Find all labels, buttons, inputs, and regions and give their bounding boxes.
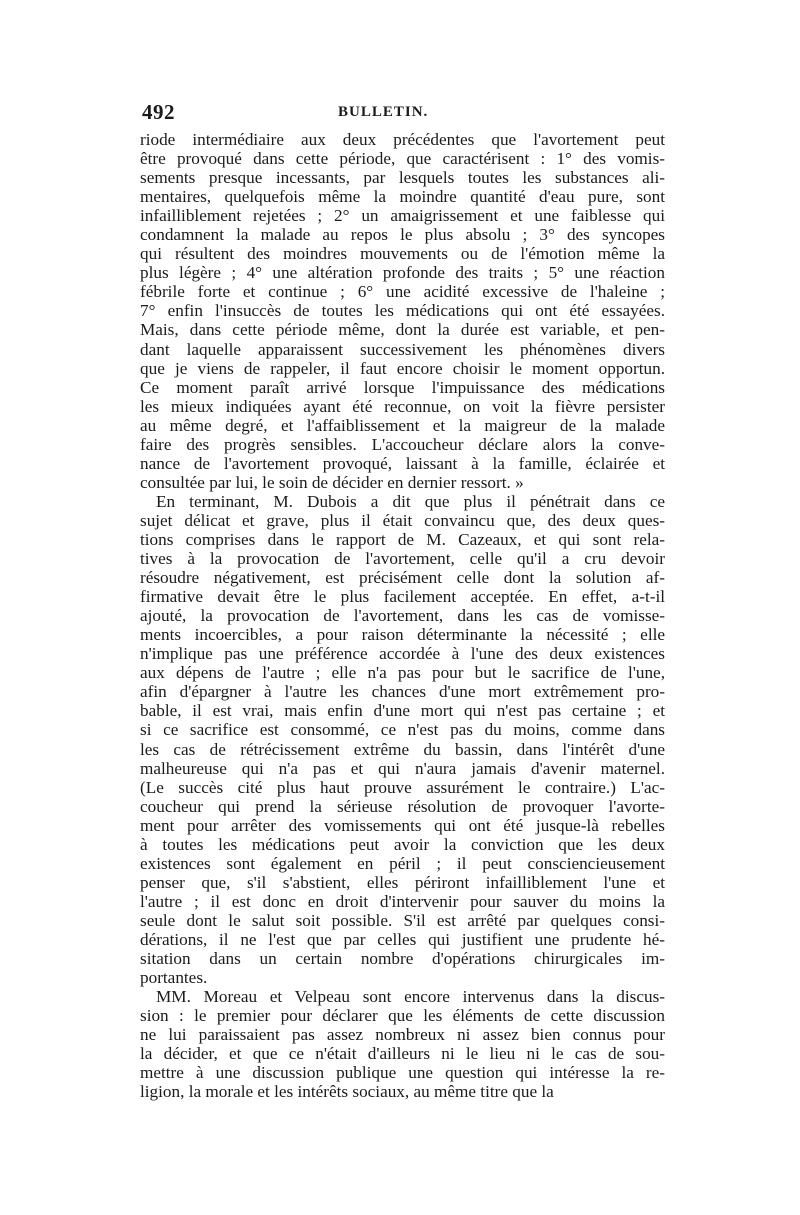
text-line: plus légère ; 4° une altération profonde des traits ; 5° une réaction	[140, 263, 665, 283]
text-line: à toutes les médications peut avoir la conviction que les deux	[140, 834, 665, 854]
text-line: tives à la provocation de l'avortement, celle qu'il a cru devoir	[140, 549, 665, 569]
text-line: seule dont le salut soit possible. S'il est arrêté par quelques consi-	[140, 910, 665, 930]
text-line: coucheur qui prend la sérieuse résolution de provoquer l'avorte-	[140, 796, 665, 816]
text-line: tions comprises dans le rapport de M. Cazeaux, et qui sont rela-	[140, 529, 665, 549]
text-line: être provoqué dans cette période, que caractérisent : 1° des vomis-	[140, 149, 665, 169]
text-line: nance de l'avortement provoqué, laissant à la famille, éclairée et	[140, 453, 665, 473]
text-line: dant laquelle apparaissent successivement les phénomènes divers	[140, 339, 665, 359]
text-line: sitation dans un certain nombre d'opérations chirurgicales im-	[140, 949, 665, 969]
text-line: aux dépens de l'autre ; elle n'a pas pour but le sacrifice de l'une,	[140, 663, 665, 683]
text-line: firmative devait être le plus facilement acceptée. En effet, a-t-il	[140, 587, 665, 607]
text-line: qui résultent des moindres mouvements ou de l'émotion même la	[140, 244, 665, 264]
paragraph	[140, 987, 665, 1101]
text-line: mettre à une discussion publique une question qui intéresse la re-	[140, 1063, 665, 1083]
paragraph	[140, 130, 665, 492]
text-line: penser que, s'il s'abstient, elles périront infailliblement l'une et	[140, 872, 665, 892]
text-line: condamnent la malade au repos le plus absolu ; 3° des syncopes	[140, 225, 665, 245]
text-line: dérations, il ne l'est que par celles qui justifient une prudente hé-	[140, 929, 665, 949]
text-line: mentaires, quelquefois même la moindre quantité d'eau pure, sont	[140, 187, 665, 207]
text-line: résoudre négativement, est précisément celle dont la solution af-	[140, 568, 665, 588]
text-line: ne lui paraissaient pas assez nombreux ni assez bien connus pour	[140, 1025, 665, 1045]
text-line: sujet délicat et grave, plus il était convaincu que, des deux ques-	[140, 510, 665, 530]
text-line: Ce moment paraît arrivé lorsque l'impuissance des médications	[140, 377, 665, 397]
text-line: bable, il est vrai, mais enfin d'une mort qui n'est pas certaine ; et	[140, 701, 665, 721]
text-line: la décider, et que ce n'était d'ailleurs ni le lieu ni le cas de sou-	[140, 1044, 665, 1064]
text-line: au même degré, et l'affaiblissement et la maigreur de la malade	[140, 415, 665, 435]
text-line: 7° enfin l'insuccès de toutes les médications qui ont été essayées.	[140, 301, 665, 321]
text-line: existences sont également en péril ; il peut consciencieusement	[140, 853, 665, 873]
text-line: riode intermédiaire aux deux précédentes que l'avortement peut	[140, 130, 665, 149]
text-line: Mais, dans cette période même, dont la durée est variable, et pen-	[140, 320, 665, 340]
page-header	[140, 100, 665, 126]
text-line: ments incoercibles, a pour raison déterminante la nécessité ; elle	[140, 625, 665, 645]
text-line: ligion, la morale et les intérêts sociaux, au même titre que la	[140, 1082, 554, 1102]
text-line: portantes.	[140, 968, 208, 988]
running-head: BULLETIN.	[338, 104, 429, 120]
text-line: malheureuse qui n'a pas et qui n'aura jamais d'avenir maternel.	[140, 758, 665, 778]
text-line: fébrile forte et continue ; 6° une acidité excessive de l'haleine ;	[140, 282, 665, 302]
text-line: afin d'épargner à l'autre les chances d'une mort extrêmement pro-	[140, 682, 665, 702]
body-text	[140, 130, 665, 1101]
text-line: infailliblement rejetées ; 2° un amaigrissement et une faiblesse qui	[140, 206, 665, 226]
text-line: faire des progrès sensibles. L'accoucheur déclare alors la conve-	[140, 434, 665, 454]
text-line: n'implique pas une préférence accordée à l'une des deux existences	[140, 644, 665, 664]
text-line: que je viens de rappeler, il faut encore choisir le moment opportun.	[140, 358, 665, 378]
paragraph	[140, 492, 665, 987]
text-line: ajouté, la provocation de l'avortement, dans les cas de vomisse-	[140, 606, 665, 626]
page-number: 492	[142, 100, 175, 124]
text-line: les cas de rétrécissement extrême du bassin, dans l'intérêt d'une	[140, 739, 665, 759]
text-line: consultée par lui, le soin de décider en dernier ressort. »	[140, 472, 524, 492]
text-line: si ce sacrifice est consommé, ce n'est pas du moins, comme dans	[140, 720, 665, 740]
text-line: l'autre ; il est donc en droit d'intervenir pour sauver du moins la	[140, 891, 665, 911]
text-line: ment pour arrêter des vomissements qui ont été jusque-là rebelles	[140, 815, 665, 835]
text-line: (Le succès cité plus haut prouve assurément le contraire.) L'ac-	[140, 777, 665, 797]
text-line: En terminant, M. Dubois a dit que plus il pénétrait dans ce	[156, 491, 665, 511]
text-line: MM. Moreau et Velpeau sont encore intervenus dans la discus-	[156, 987, 665, 1007]
text-line: sements presque incessants, par lesquels toutes les substances ali-	[140, 168, 665, 188]
text-line: sion : le premier pour déclarer que les éléments de cette discussion	[140, 1006, 665, 1026]
text-line: les mieux indiquées ayant été reconnue, on voit la fièvre persister	[140, 396, 665, 416]
